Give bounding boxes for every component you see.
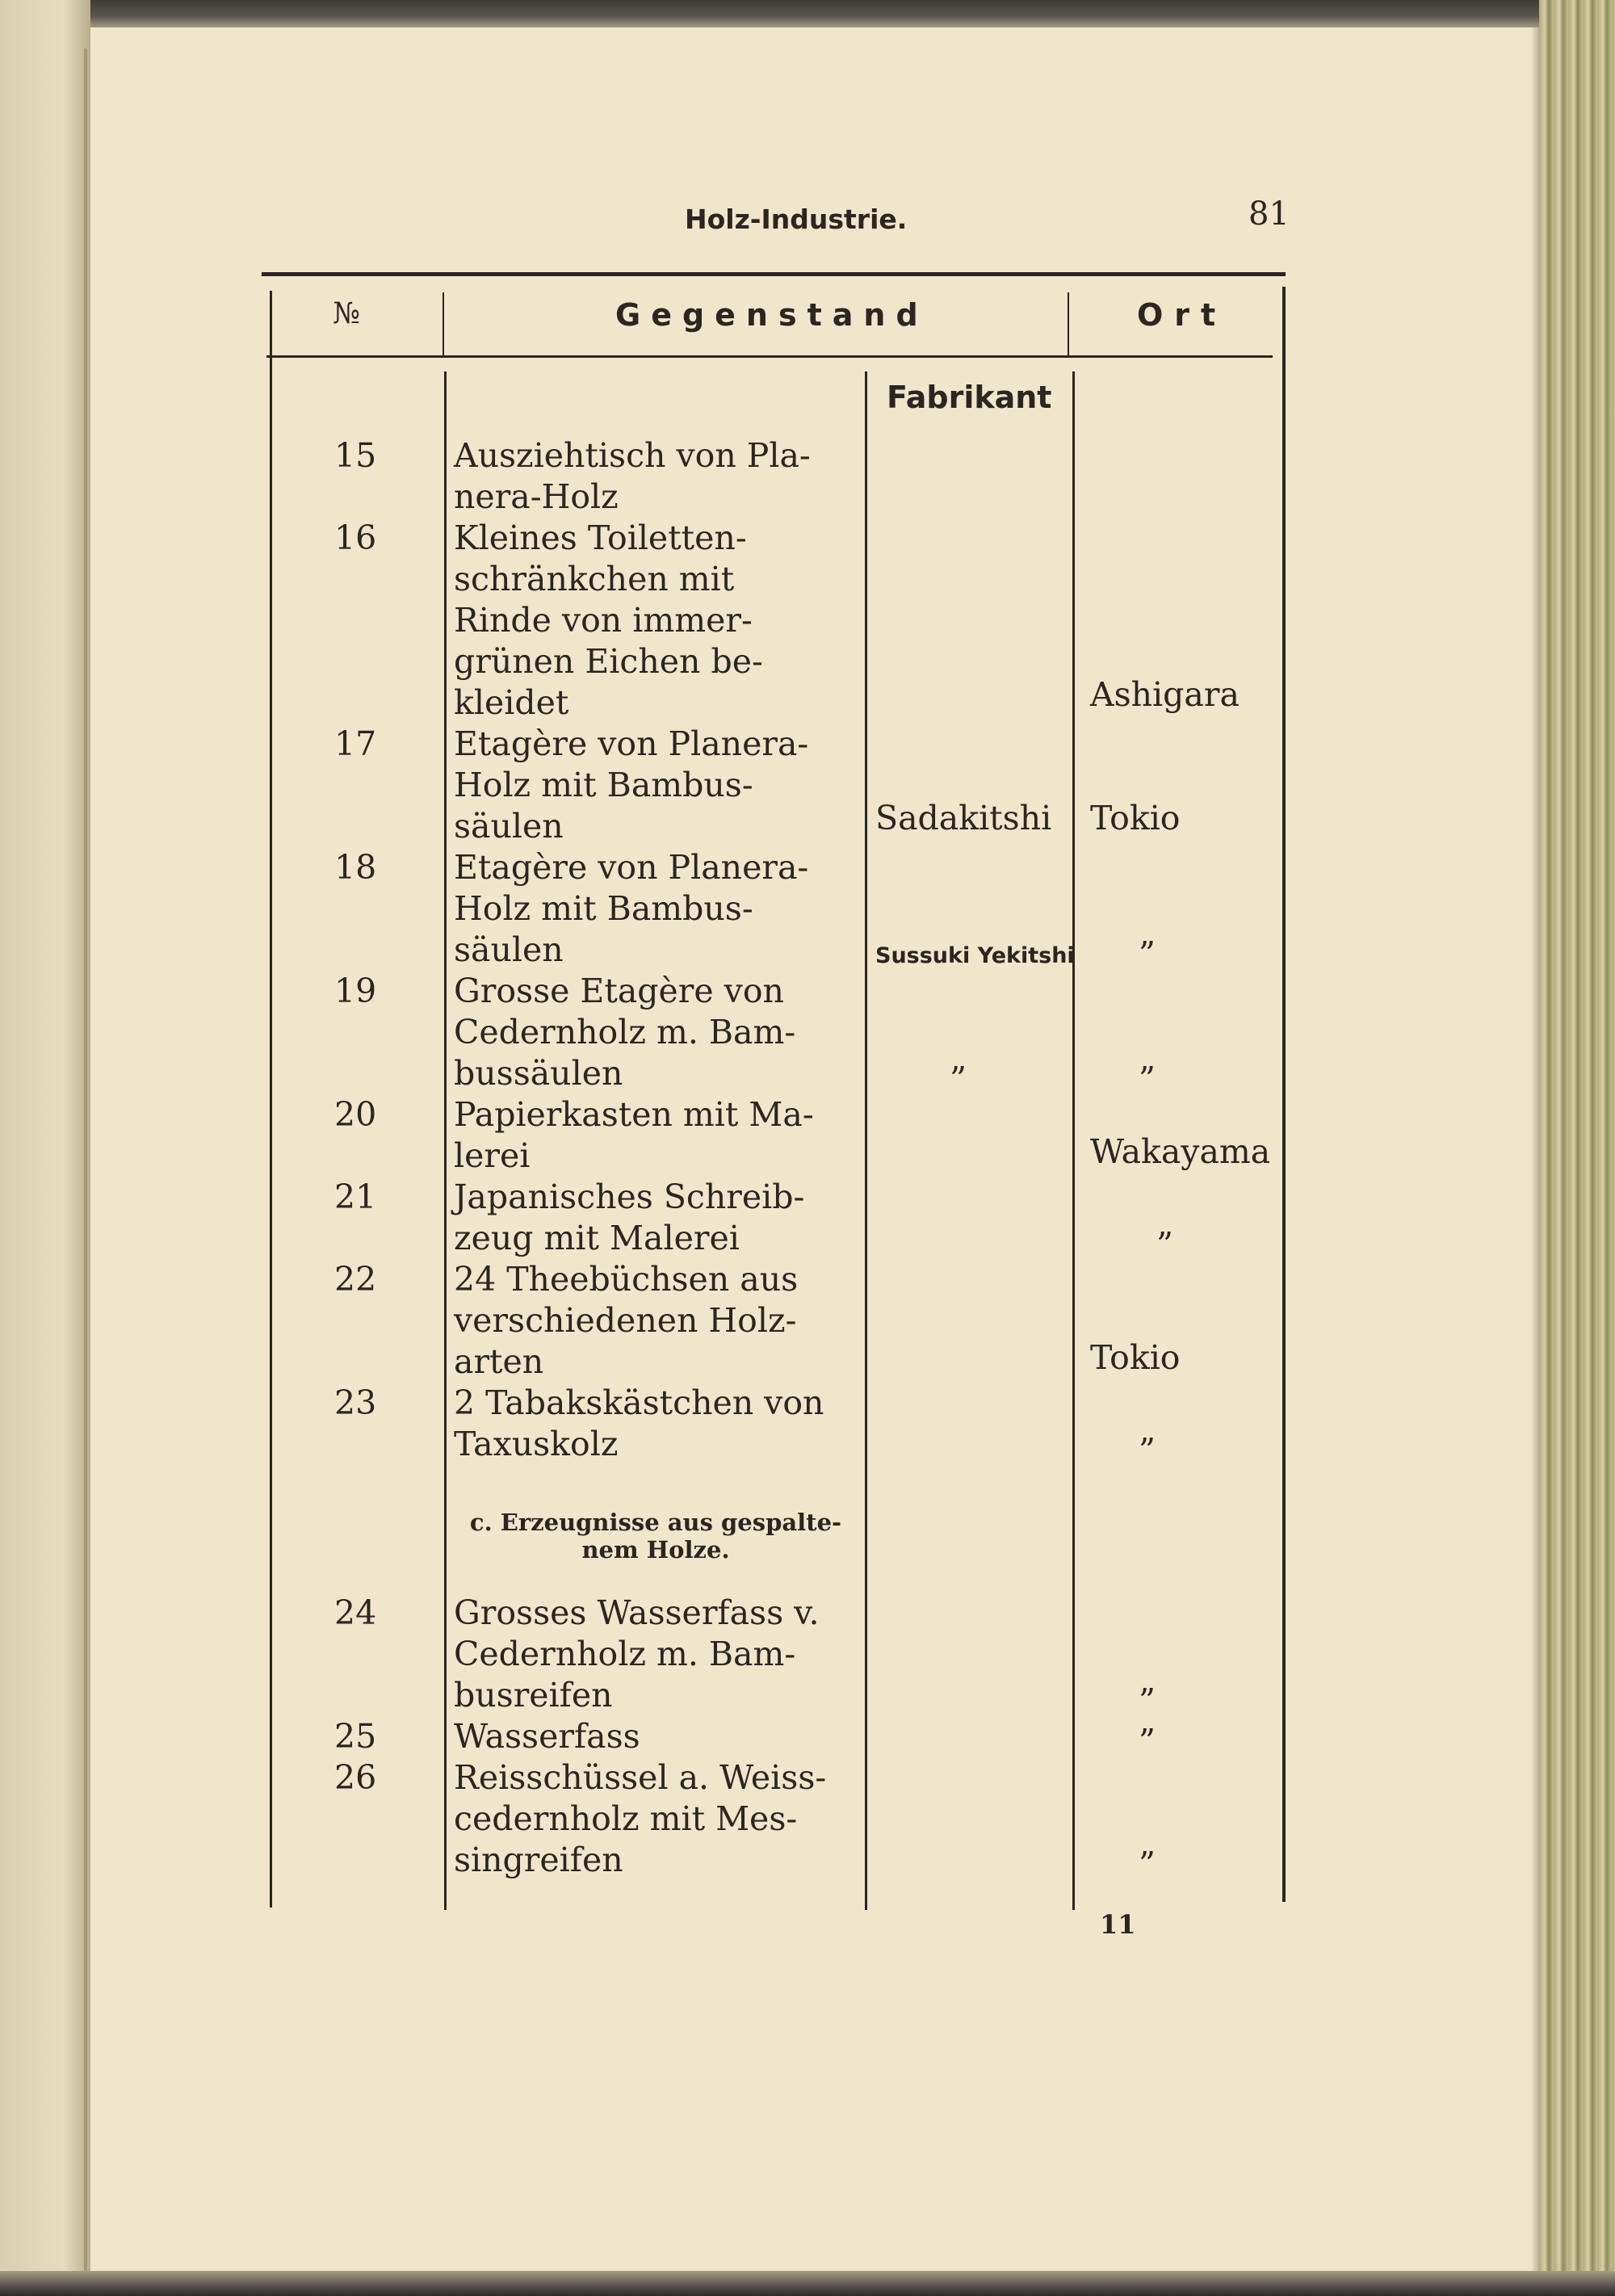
column-divider-3: [1072, 371, 1075, 1910]
signature-mark: 11: [1100, 1909, 1136, 1940]
row-place: Ashigara: [1090, 675, 1240, 714]
row-number: 26: [334, 1758, 377, 1797]
row-description-line: Grosses Wasserfass v.: [454, 1593, 820, 1632]
scan-top-edge: [0, 0, 1615, 27]
row-description-line: verschiedenen Holz-: [454, 1301, 797, 1340]
row-description-line: Holz mit Bambus-: [454, 766, 753, 804]
row-description-line: Reisschüssel a. Weiss-: [454, 1758, 827, 1797]
row-description-line: säulen: [454, 807, 564, 846]
row-description-line: Holz mit Bambus-: [454, 889, 753, 928]
row-description-line: Japanisches Schreib-: [454, 1177, 805, 1216]
running-title: Holz-Industrie.: [685, 204, 908, 235]
row-description-line: Cedernholz m. Bam-: [454, 1635, 796, 1673]
binding-left: [0, 0, 90, 2296]
row-maker: Sussuki Yekitshi: [875, 943, 1075, 968]
column-header-maker: Fabrikant: [887, 380, 1052, 415]
row-description-line: Taxuskolz: [454, 1425, 619, 1463]
header-divider-1: [443, 292, 444, 357]
table-header-rule: [266, 355, 1273, 358]
row-description-line: 2 Tabakskästchen von: [454, 1383, 824, 1422]
row-place-ditto: ”: [1139, 934, 1156, 973]
row-description-line: Kleines Toiletten-: [454, 518, 747, 557]
row-description-line: lerei: [454, 1136, 531, 1175]
row-place-ditto: ”: [1139, 1431, 1156, 1470]
row-place-ditto: ”: [1156, 1225, 1173, 1264]
row-description-line: säulen: [454, 930, 564, 969]
table-top-rule: [262, 272, 1286, 276]
column-divider-1: [444, 371, 447, 1910]
page-number: 81: [1248, 195, 1290, 233]
row-description-line: Grosse Etagère von: [454, 972, 784, 1010]
row-description-line: kleidet: [454, 683, 569, 722]
row-description-line: schränkchen mit: [454, 560, 735, 598]
row-number: 15: [334, 436, 377, 475]
row-number: 20: [334, 1095, 377, 1134]
book-page-edges: [1539, 0, 1615, 2296]
binding-shadow-line: [84, 48, 87, 2296]
row-description-line: zeug mit Malerei: [454, 1219, 740, 1257]
row-description-line: Papierkasten mit Ma-: [454, 1095, 814, 1134]
row-number: 17: [334, 724, 377, 763]
row-number: 19: [334, 972, 377, 1010]
column-header-item: Gegenstand: [615, 297, 929, 333]
row-description-line: grünen Eichen be-: [454, 642, 763, 681]
scan-bottom-edge: [0, 2271, 1615, 2296]
row-description-line: arten: [454, 1342, 544, 1381]
row-place: Tokio: [1090, 1338, 1181, 1377]
table-right-rule: [1282, 287, 1286, 1902]
row-place: Wakayama: [1090, 1132, 1271, 1171]
row-place-ditto: ”: [1139, 1060, 1156, 1098]
row-place: Tokio: [1090, 799, 1181, 837]
row-place-ditto: ”: [1139, 1681, 1156, 1720]
row-number: 21: [334, 1177, 377, 1216]
column-divider-2: [865, 371, 867, 1910]
row-description-line: singreifen: [454, 1841, 623, 1879]
row-description-line: Wasserfass: [454, 1717, 640, 1756]
row-place-ditto: ”: [1139, 1845, 1156, 1883]
row-description-line: 24 Theebüchsen aus: [454, 1260, 799, 1299]
row-number: 18: [334, 848, 377, 887]
row-maker: Sadakitshi: [875, 799, 1052, 837]
table-left-rule: [270, 291, 272, 1908]
row-maker-ditto: ”: [950, 1060, 967, 1098]
row-description-line: busreifen: [454, 1676, 613, 1715]
row-description-line: Ausziehtisch von Pla-: [454, 436, 811, 475]
row-place-ditto: ”: [1139, 1722, 1156, 1761]
row-number: 16: [334, 518, 377, 557]
row-number: 22: [334, 1260, 377, 1299]
header-divider-3: [1068, 292, 1069, 357]
row-number: 23: [334, 1383, 377, 1422]
row-number: 25: [334, 1717, 377, 1756]
row-description-line: Rinde von immer-: [454, 601, 753, 640]
row-description-line: nera-Holz: [454, 477, 619, 516]
row-description-line: Etagère von Planera-: [454, 848, 809, 887]
row-number: 24: [334, 1593, 377, 1632]
row-description-line: bussäulen: [454, 1054, 623, 1093]
section-heading: c. Erzeugnisse aus gespalte- nem Holze.: [469, 1509, 842, 1564]
row-description-line: cedernholz mit Mes-: [454, 1799, 798, 1838]
row-description-line: Cedernholz m. Bam-: [454, 1013, 796, 1051]
column-header-place: Ort: [1137, 297, 1227, 333]
column-header-number: №: [333, 297, 361, 330]
row-description-line: Etagère von Planera-: [454, 724, 809, 763]
